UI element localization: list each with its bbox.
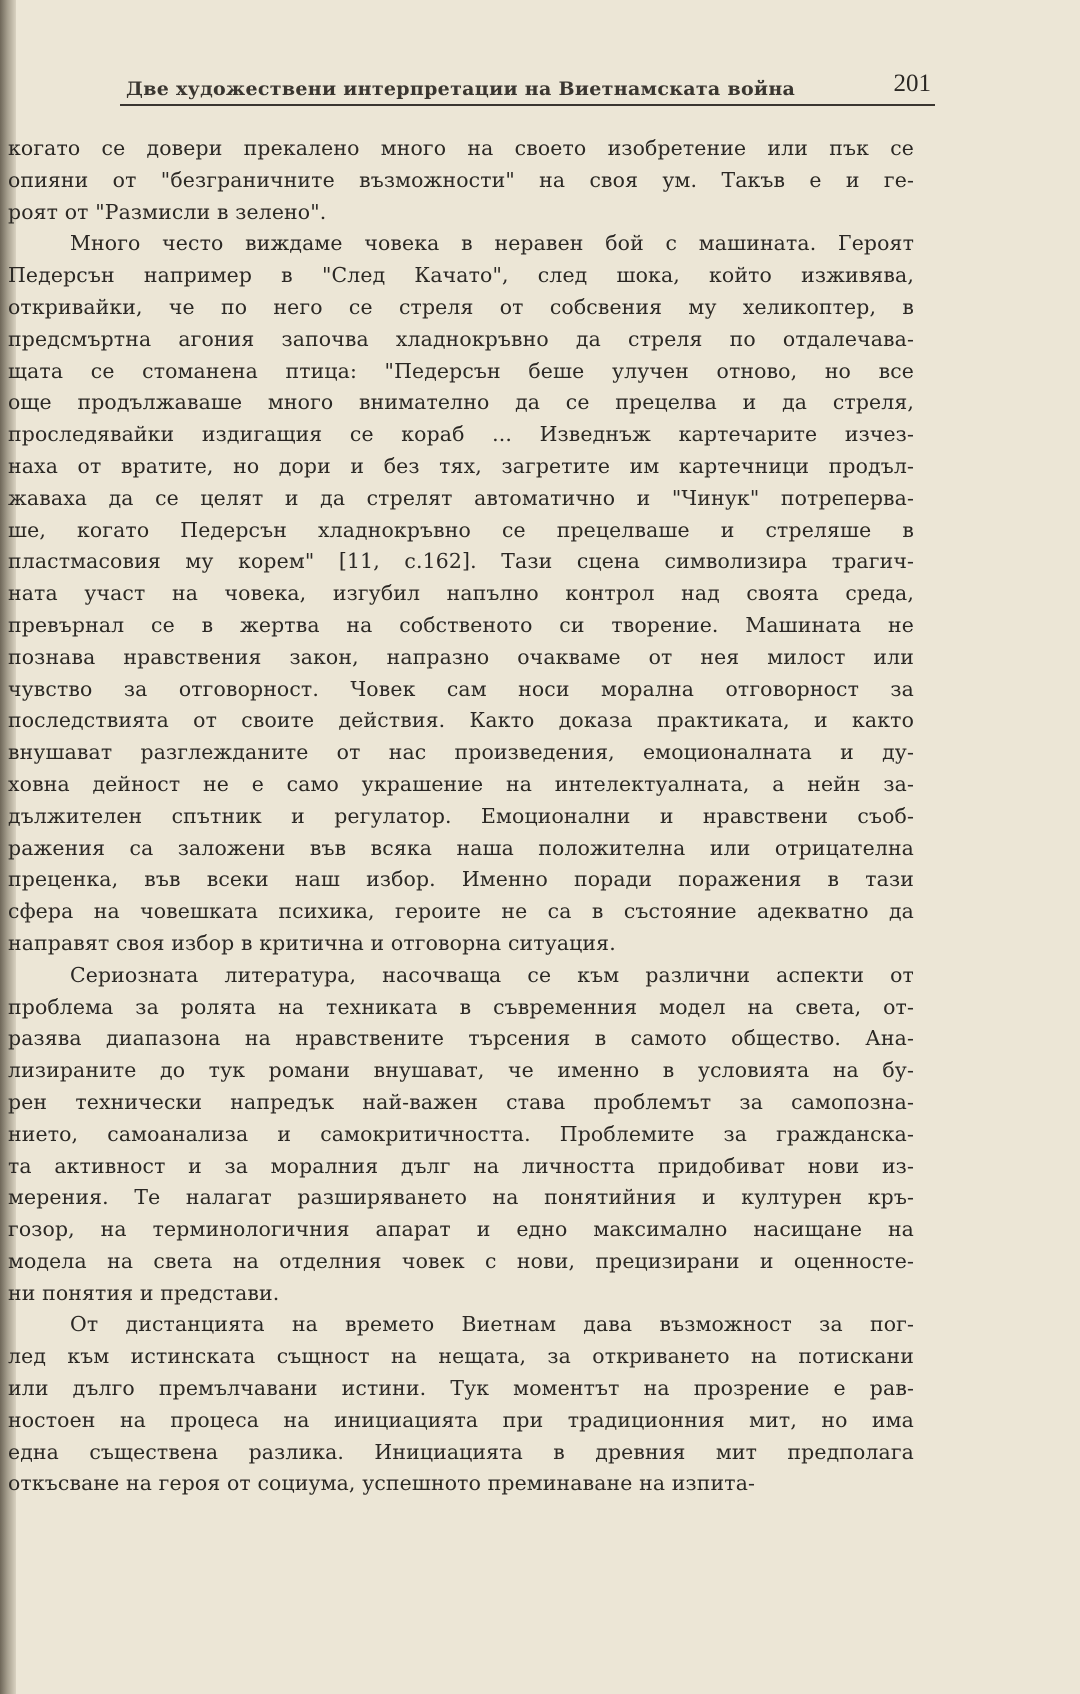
text-line: ше, когато Педерсън хладнокръвно се прецелваше и стреляше в (8, 517, 914, 542)
text-line: модела на света на отделния човек с нови, прецизирани и оценносте- (8, 1248, 914, 1273)
text-line: ховна дейност не е само украшение на интелектуалната, а нейн за- (8, 771, 914, 796)
text-line: направят своя избор в критична и отговорна ситуация. (8, 930, 616, 955)
text-line: проследявайки издигащия се кораб ... Изведнъж картечарите изчез- (8, 422, 914, 447)
text-line: пластмасовия му корем" [11, с.162]. Тази сцена символизира трагич- (8, 549, 914, 574)
text-line: щата се стоманена птица: "Педерсън беше улучен отново, но все (8, 358, 914, 383)
text-line: когато се довери прекалено много на своето изобретение или пък се (8, 136, 914, 160)
text-line: или дълго премълчавани истини. Тук моментът на прозрение е рав- (8, 1376, 914, 1401)
text-line: мерения. Те налагат разширяването на понятийния и културен кръ- (8, 1185, 914, 1210)
text-line: нието, самоанализа и самокритичността. Проблемите за гражданска- (8, 1121, 914, 1146)
paragraph (8, 960, 914, 1310)
text-line: превърнал се в жертва на собственото си творение. Машината не (8, 612, 914, 637)
text-line: жаваха да се целят и да стрелят автоматично и "Чинук" потреперва- (8, 485, 914, 510)
text-line: ната участ на човека, изгубил напълно контрол над своята среда, (8, 581, 914, 606)
text-line: лизираните до тук романи внушават, че именно в условията на бу- (8, 1058, 914, 1083)
text-line: ностоен на процеса на инициацията при традиционния мит, но има (8, 1407, 914, 1432)
text-line: откъсване на героя от социума, успешното преминаване на изпита- (8, 1471, 756, 1496)
text-line: Много често виждаме човека в неравен бой с машината. Героят (70, 231, 914, 256)
text-line: лед към истинската същност на нещата, за откриването на потискани (8, 1344, 914, 1369)
text-line: ражения са заложени във всяка наша положителна или отрицателна (8, 835, 914, 860)
text-line: та активност и за моралния дълг на личността придобиват нови из- (8, 1153, 914, 1178)
text-line: рен технически напредък най-важен става проблемът за самопозна- (8, 1089, 914, 1114)
body-text (8, 133, 914, 1500)
text-line: Педерсън например в "След Качато", след шока, който изживява, (8, 263, 914, 288)
page-header (120, 68, 935, 106)
text-line: разява диапазона на нравствените търсения в самото общество. Ана- (8, 1026, 914, 1051)
text-line: проблема за ролята на техниката в съвременния модел на света, от- (8, 994, 914, 1019)
text-line: ни понятия и представи. (8, 1280, 280, 1305)
text-line: познава нравствения закон, напразно очакваме от нея милост или (8, 644, 914, 669)
text-line: дължителен спътник и регулатор. Емоционални и нравствени съоб- (8, 803, 914, 828)
page-number: 201 (893, 70, 931, 97)
text-line: опияни от "безграничните възможности" на своя ум. Такъв е и ге- (8, 167, 914, 192)
text-line: От дистанцията на времето Виетнам дава възможност за пог- (70, 1312, 914, 1337)
text-line: предсмъртна агония започва хладнокръвно да стреля по отдалечава- (8, 326, 914, 351)
running-head: Две художествени интерпретации на Виетнамската война (126, 78, 796, 100)
paragraph (8, 1309, 914, 1500)
text-line: роят от "Размисли в зелено". (8, 199, 327, 224)
text-line: чувство за отговорност. Човек сам носи морална отговорност за (8, 676, 914, 701)
text-line: последствията от своите действия. Както доказа практиката, и както (8, 708, 914, 733)
text-line: сфера на човешката психика, героите не са в състояние адекватно да (8, 899, 914, 924)
text-line: преценка, във всеки наш избор. Именно поради поражения в тази (8, 867, 914, 892)
text-line: внушават разглежданите от нас произведения, емоционалната и ду- (8, 740, 914, 765)
paragraph (8, 228, 914, 959)
text-line: още продължаваше много внимателно да се прецелва и да стреля, (8, 390, 914, 415)
text-line: наха от вратите, но дори и без тях, загретите им картечници продъл- (8, 453, 914, 478)
text-line: една съществена разлика. Инициацията в древния мит предполага (8, 1439, 914, 1464)
text-line: гозор, на терминологичния апарат и едно максимално насищане на (8, 1217, 914, 1242)
paragraph (8, 133, 914, 228)
text-line: Сериозната литература, насочваща се към различни аспекти от (70, 962, 914, 987)
text-line: откривайки, че по него се стреля от собсвения му хеликоптер, в (8, 294, 914, 319)
